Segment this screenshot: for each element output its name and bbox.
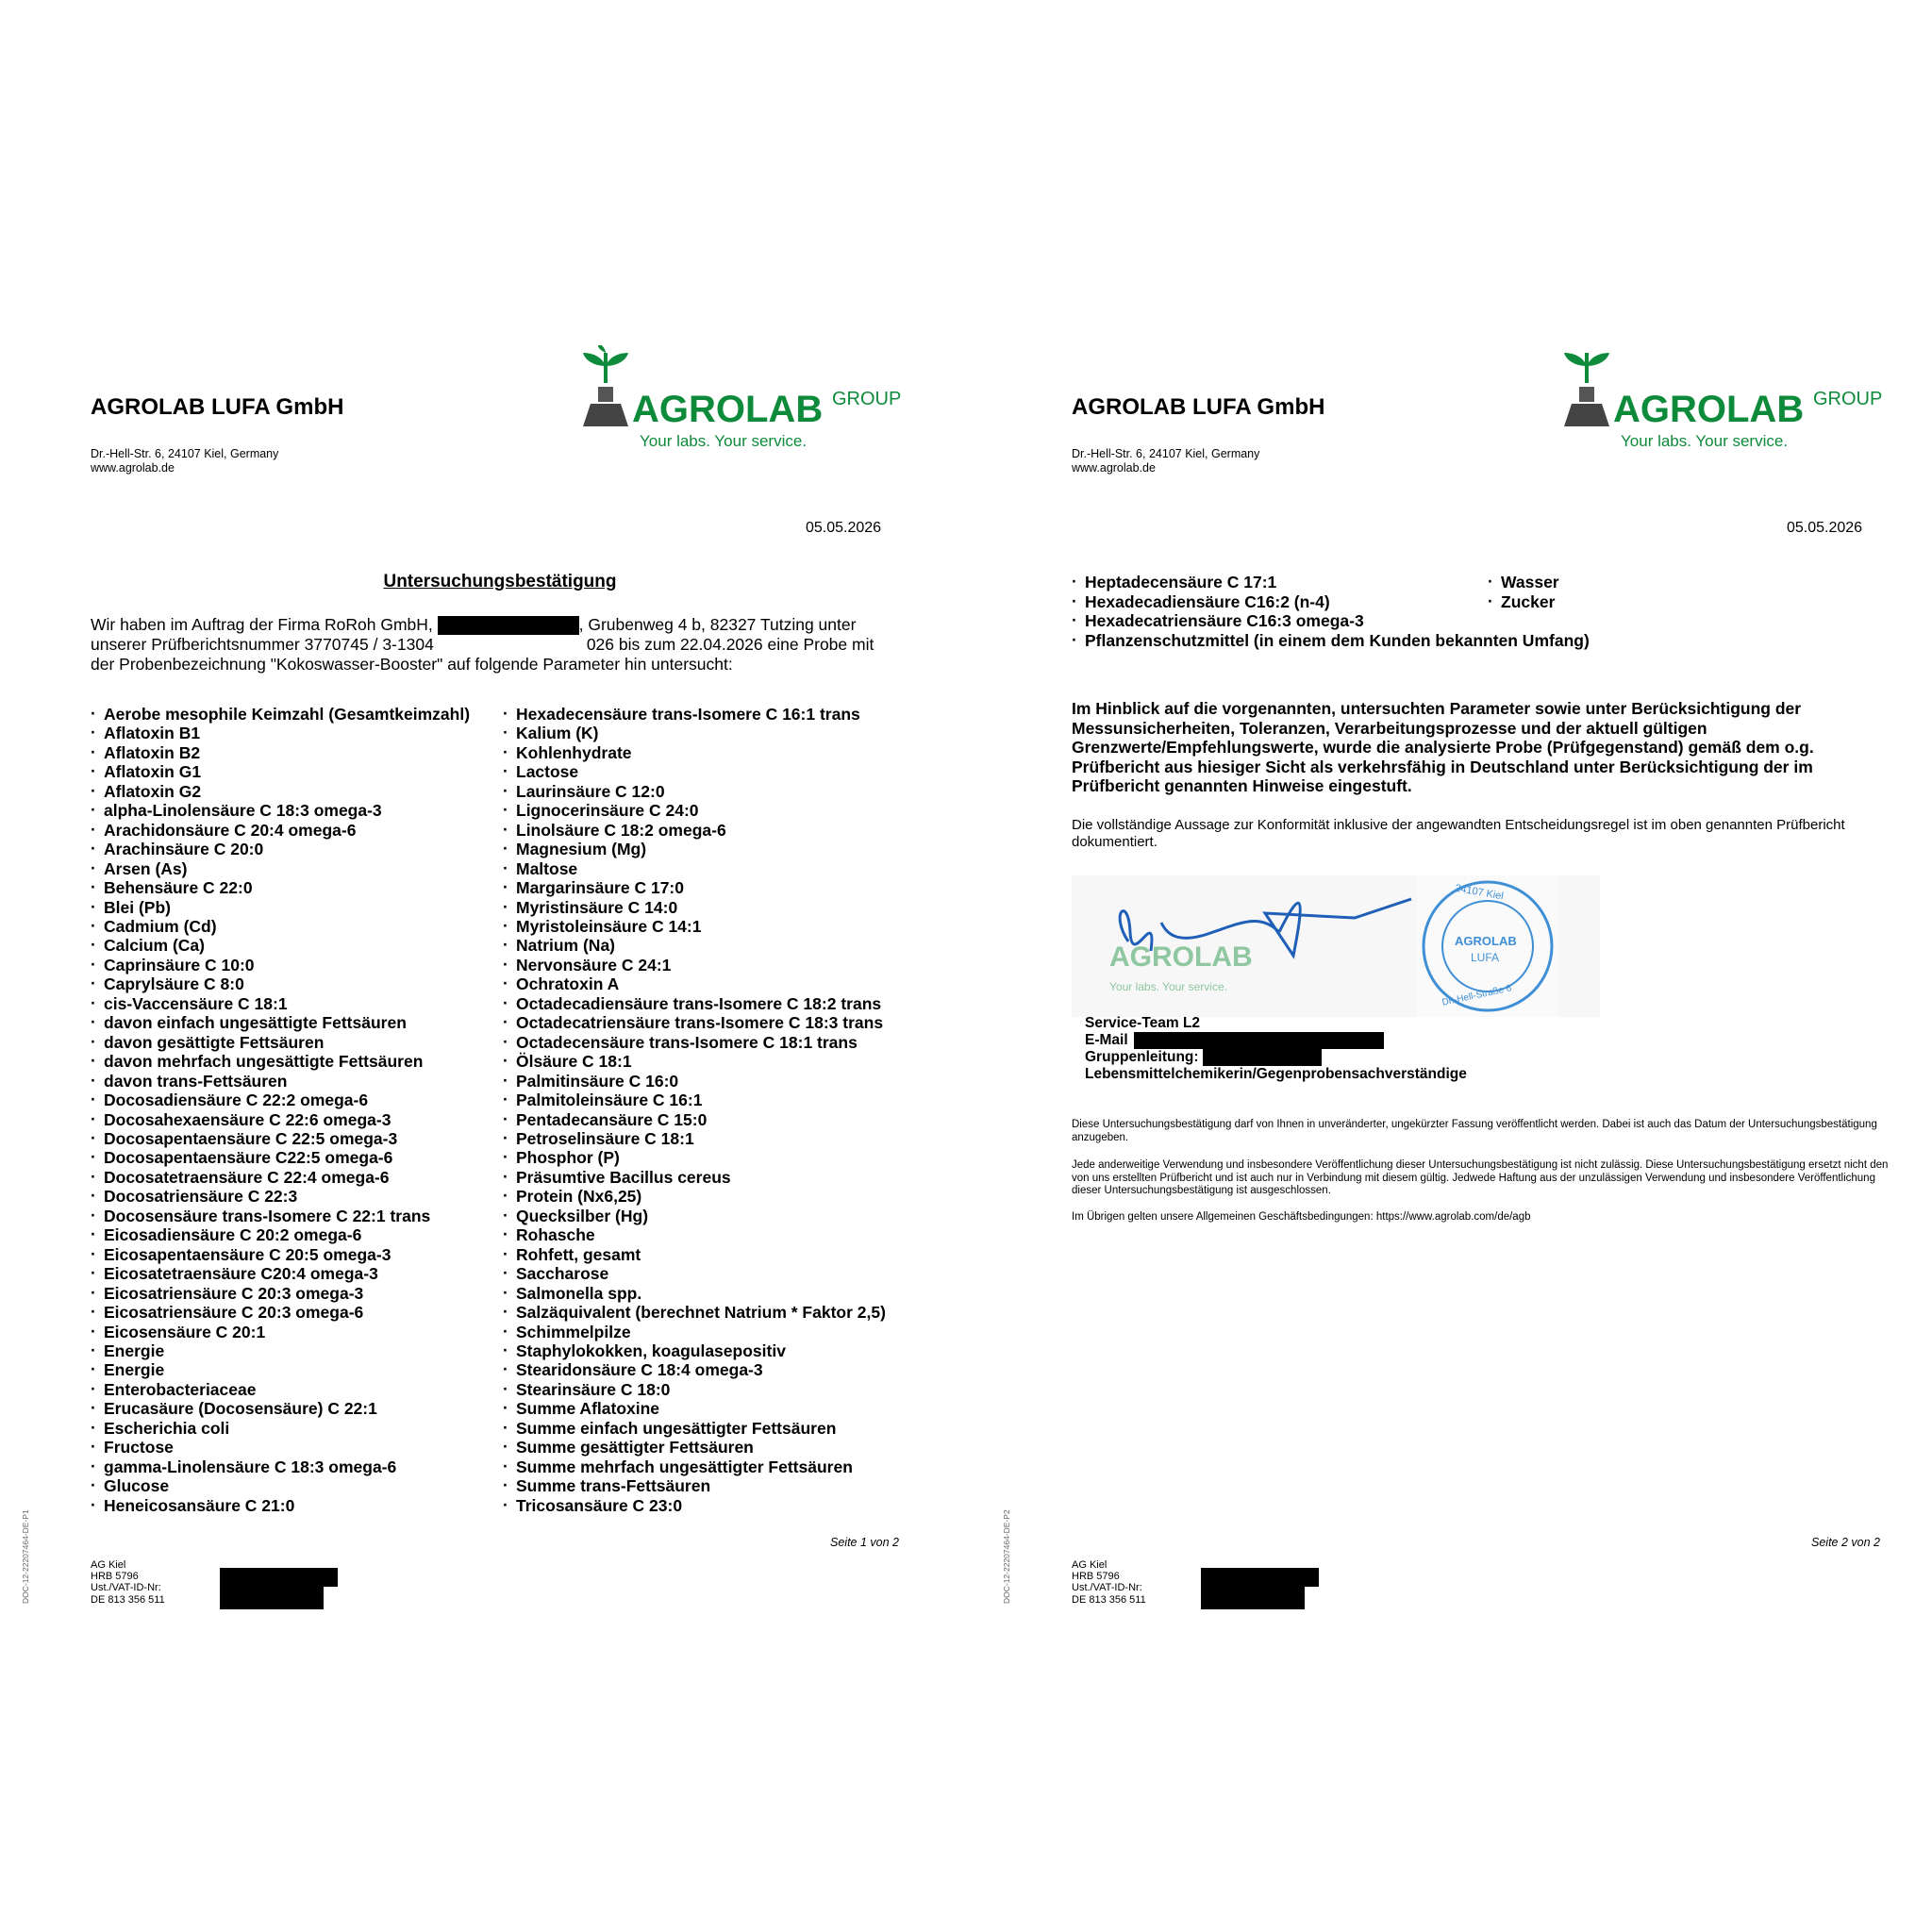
footer-info bbox=[91, 1559, 165, 1606]
parameter-item: · Stearinsäure C 18:0 bbox=[503, 1380, 886, 1399]
footer-redaction bbox=[220, 1568, 338, 1609]
parameter-item: · Octadecadiensäure trans-Isomere C 18:2 trans bbox=[503, 994, 886, 1013]
parameter-item: · Lactose bbox=[503, 762, 886, 781]
parameter-item: · Eicosatriensäure C 20:3 omega-3 bbox=[91, 1284, 470, 1303]
parameter-item: · Hexadecadiensäure C16:2 (n-4) bbox=[1072, 592, 1590, 612]
parameter-item: · davon einfach ungesättigte Fettsäuren bbox=[91, 1013, 470, 1032]
parameter-item: · Pflanzenschutzmittel (in einem dem Kunden bekannten Umfang) bbox=[1072, 631, 1590, 651]
assessment-paragraph: Im Hinblick auf die vorgenannten, untersuchten Parameter sowie unter Berücksichtigung der Messunsicherheiten, Toleranzen, Verarbeitungsprozesse und der aktuell gültigen Grenzwerte/Empfehlungswerte, wurde die analysierte Probe (Prüfgegenstand) gemäß dem o.g. Prüfbericht aus hiesiger Sicht als verkehrsfähig in Deutschland unter Berücksichtigung der im Prüfbericht genannten Hinweise eingestuft. bbox=[1072, 699, 1814, 795]
intro-paragraph bbox=[91, 615, 921, 674]
parameter-item: · Docosensäure trans-Isomere C 22:1 trans bbox=[91, 1207, 470, 1225]
svg-text:AGROLAB: AGROLAB bbox=[1109, 941, 1253, 973]
document-date: 05.05.2026 bbox=[806, 520, 882, 536]
parameter-item: · Staphylokokken, koagulasepositiv bbox=[503, 1341, 886, 1360]
parameter-item: · Kohlenhydrate bbox=[503, 743, 886, 762]
footer-info bbox=[1072, 1559, 1146, 1606]
parameter-item: · Myristoleinsäure C 14:1 bbox=[503, 917, 886, 936]
parameter-item: · Energie bbox=[91, 1360, 470, 1379]
parameter-item: · Margarinsäure C 17:0 bbox=[503, 878, 886, 897]
agrolab-logo bbox=[1558, 345, 1889, 458]
note-publication: Diese Untersuchungsbestätigung darf von Ihnen in unveränderter, ungekürzter Fassung veröffentlicht werden. Dabei ist auch das Datum der Untersuchungsbestätigung anzugeben. bbox=[1072, 1119, 1877, 1143]
parameter-item: · Docosahexaensäure C 22:6 omega-3 bbox=[91, 1110, 470, 1129]
parameter-item: · Zucker bbox=[1488, 592, 1559, 612]
parameter-item: · Calcium (Ca) bbox=[91, 936, 470, 955]
logo-slogan: Your labs. Your service. bbox=[640, 432, 808, 450]
parameter-item: · gamma-Linolensäure C 18:3 omega-6 bbox=[91, 1457, 470, 1476]
footer-line: DE 813 356 511 bbox=[91, 1593, 165, 1606]
parameter-item: · Schimmelpilze bbox=[503, 1323, 886, 1341]
parameter-item: · Aflatoxin G1 bbox=[91, 762, 470, 781]
parameter-item: · Glucose bbox=[91, 1476, 470, 1495]
parameter-item: · Aflatoxin B1 bbox=[91, 724, 470, 742]
parameter-item: · Eicosatriensäure C 20:3 omega-6 bbox=[91, 1303, 470, 1322]
parameter-item: · Ochratoxin A bbox=[503, 974, 886, 993]
parameter-item: · Eicosensäure C 20:1 bbox=[91, 1323, 470, 1341]
intro-text: 026 bis zum 22.04.2026 eine Probe mit bbox=[586, 635, 874, 655]
page-2 bbox=[981, 0, 1932, 1932]
parameter-item: · Summe trans-Fettsäuren bbox=[503, 1476, 886, 1495]
company-name: AGROLAB LUFA GmbH bbox=[91, 394, 344, 420]
parameter-item: · Palmitoleinsäure C 16:1 bbox=[503, 1091, 886, 1109]
parameter-item: · Aflatoxin B2 bbox=[91, 743, 470, 762]
parameter-item: · davon gesättigte Fettsäuren bbox=[91, 1033, 470, 1052]
parameter-list-right bbox=[503, 705, 886, 1515]
parameter-item: · Behensäure C 22:0 bbox=[91, 878, 470, 897]
footer-line: HRB 5796 bbox=[91, 1571, 139, 1583]
parameter-item: · Laurinsäure C 12:0 bbox=[503, 782, 886, 801]
page-number: Seite 2 von 2 bbox=[1811, 1536, 1880, 1549]
footer-line: HRB 5796 bbox=[1072, 1571, 1120, 1583]
parameter-item: · Eicosapentaensäure C 20:5 omega-3 bbox=[91, 1245, 470, 1264]
parameter-item: · Heptadecensäure C 17:1 bbox=[1072, 573, 1590, 592]
parameter-item: · Arsen (As) bbox=[91, 859, 470, 878]
conformity-paragraph: Die vollständige Aussage zur Konformität inklusive der angewandten Entscheidungsregel ist im oben genannten Prüfbericht dokumentiert. bbox=[1072, 817, 1845, 850]
role: Lebensmittelchemikerin/Gegenprobensachverständige bbox=[1085, 1066, 1467, 1083]
parameter-item: · Phosphor (P) bbox=[503, 1148, 886, 1167]
service-team: Service-Team L2 bbox=[1085, 1015, 1201, 1031]
parameter-item: · Myristinsäure C 14:0 bbox=[503, 898, 886, 917]
parameter-item: · Arachinsäure C 20:0 bbox=[91, 840, 470, 858]
parameter-item: · Ölsäure C 18:1 bbox=[503, 1052, 886, 1071]
website: www.agrolab.de bbox=[1072, 461, 1156, 475]
parameter-item: · Octadecensäure trans-Isomere C 18:1 trans bbox=[503, 1033, 886, 1052]
agrolab-logo bbox=[577, 345, 908, 458]
parameter-item: · Nervonsäure C 24:1 bbox=[503, 956, 886, 974]
parameter-item: · Linolsäure C 18:2 omega-6 bbox=[503, 821, 886, 840]
logo-wordmark: AGROLAB bbox=[1613, 389, 1805, 430]
intro-text: der Probenbezeichnung "Kokoswasser-Booster" auf folgende Parameter hin untersucht: bbox=[91, 654, 733, 674]
parameter-item: · davon trans-Fettsäuren bbox=[91, 1072, 470, 1091]
company-address bbox=[91, 447, 278, 475]
parameter-item: · Energie bbox=[91, 1341, 470, 1360]
parameter-list-right bbox=[1488, 573, 1559, 611]
parameter-item: · Stearidonsäure C 18:4 omega-3 bbox=[503, 1360, 886, 1379]
redaction-box bbox=[1134, 1032, 1384, 1049]
parameter-item: · Rohfett, gesamt bbox=[503, 1245, 886, 1264]
page-number: Seite 1 von 2 bbox=[830, 1536, 899, 1549]
parameter-item: · Eicosadiensäure C 20:2 omega-6 bbox=[91, 1225, 470, 1244]
logo-group: GROUP bbox=[1813, 389, 1883, 409]
parameter-item: · Aflatoxin G2 bbox=[91, 782, 470, 801]
parameter-item: · Magnesium (Mg) bbox=[503, 840, 886, 858]
intro-text: , Grubenweg 4 b, 82327 Tutzing unter bbox=[578, 615, 857, 634]
parameter-item: · Docosapentaensäure C22:5 omega-6 bbox=[91, 1148, 470, 1167]
parameter-item: · Pentadecansäure C 15:0 bbox=[503, 1110, 886, 1129]
redaction-box bbox=[438, 616, 579, 635]
redaction-box bbox=[1203, 1049, 1322, 1066]
parameter-item: · Tricosansäure C 23:0 bbox=[503, 1496, 886, 1515]
footer-line: Ust./VAT-ID-Nr: bbox=[1072, 1582, 1142, 1594]
parameter-item: · Quecksilber (Hg) bbox=[503, 1207, 886, 1225]
footer-redaction bbox=[1201, 1568, 1319, 1609]
parameter-item: · Summe mehrfach ungesättigter Fettsäuren bbox=[503, 1457, 886, 1476]
parameter-item: · alpha-Linolensäure C 18:3 omega-3 bbox=[91, 801, 470, 820]
parameter-item: · Octadecatriensäure trans-Isomere C 18:3 trans bbox=[503, 1013, 886, 1032]
footer-line: AG Kiel bbox=[1072, 1559, 1108, 1571]
parameter-item: · Maltose bbox=[503, 859, 886, 878]
parameter-item: · Heneicosansäure C 21:0 bbox=[91, 1496, 470, 1515]
parameter-item: · Palmitinsäure C 16:0 bbox=[503, 1072, 886, 1091]
logo-group: GROUP bbox=[832, 389, 902, 409]
svg-text:Your labs. Your service.: Your labs. Your service. bbox=[1109, 980, 1227, 993]
parameter-item: · Salmonella spp. bbox=[503, 1284, 886, 1303]
stamp-bottom: Dr.-Hell-Straße 6 bbox=[1441, 983, 1513, 1008]
stamp bbox=[1417, 875, 1558, 1017]
address-line: Dr.-Hell-Str. 6, 24107 Kiel, Germany bbox=[91, 447, 279, 460]
parameter-item: · davon mehrfach ungesättigte Fettsäuren bbox=[91, 1052, 470, 1071]
plant-flask-icon bbox=[577, 345, 634, 430]
parameter-item: · Hexadecatriensäure C16:3 omega-3 bbox=[1072, 611, 1590, 631]
intro-text: unserer Prüfberichtsnummer 3770745 / 3-1304 bbox=[91, 635, 434, 655]
parameter-item: · Cadmium (Cd) bbox=[91, 917, 470, 936]
parameter-item: · Summe einfach ungesättigter Fettsäuren bbox=[503, 1419, 886, 1438]
company-address bbox=[1072, 447, 1259, 475]
parameter-item: · Aerobe mesophile Keimzahl (Gesamtkeimzahl) bbox=[91, 705, 470, 724]
parameter-item: · Docosatetraensäure C 22:4 omega-6 bbox=[91, 1168, 470, 1187]
parameter-item: · cis-Vaccensäure C 18:1 bbox=[91, 994, 470, 1013]
parameter-item: · Petroselinsäure C 18:1 bbox=[503, 1129, 886, 1148]
parameter-item: · Caprylsäure C 8:0 bbox=[91, 974, 470, 993]
contact-block bbox=[1085, 1015, 1467, 1083]
parameter-item: · Escherichia coli bbox=[91, 1419, 470, 1438]
logo-wordmark: AGROLAB bbox=[632, 389, 824, 430]
parameter-item: · Arachidonsäure C 20:4 omega-6 bbox=[91, 821, 470, 840]
note-liability: Jede anderweitige Verwendung und insbesondere Veröffentlichung dieser Untersuchungsbestätigung ist nicht zulässig. Diese Untersuchungsbestätigung ersetzt nicht den von uns erstellten Prüfbericht und ist auch nur in Verbindung mit diesem gültig. Jedwede Haftung aus der unzulässigen Verwendung und insbesondere Veröffentlichung dieser Untersuchungsbestätigung ist ausgeschlossen. bbox=[1072, 1159, 1889, 1196]
document-id: DOC-12-22207464-DE-P1 bbox=[21, 1509, 30, 1604]
address-line: Dr.-Hell-Str. 6, 24107 Kiel, Germany bbox=[1072, 447, 1260, 460]
parameter-item: · Lignocerinsäure C 24:0 bbox=[503, 801, 886, 820]
parameter-item: · Docosadiensäure C 22:2 omega-6 bbox=[91, 1091, 470, 1109]
footer-line: AG Kiel bbox=[91, 1559, 126, 1571]
stamp-name: LUFA bbox=[1471, 951, 1500, 964]
parameter-list-left bbox=[91, 705, 470, 1515]
group-lead-label: Gruppenleitung: bbox=[1085, 1049, 1199, 1066]
logo-slogan: Your labs. Your service. bbox=[1621, 432, 1789, 450]
parameter-item: · Enterobacteriaceae bbox=[91, 1380, 470, 1399]
footer-line: DE 813 356 511 bbox=[1072, 1593, 1146, 1606]
parameter-item: · Docosatriensäure C 22:3 bbox=[91, 1187, 470, 1206]
note-terms: Im Übrigen gelten unsere Allgemeinen Geschäftsbedingungen: https://www.agrolab.com/de/agb bbox=[1072, 1211, 1531, 1223]
intro-text: Wir haben im Auftrag der Firma RoRoh GmbH, bbox=[91, 615, 433, 634]
parameter-item: · Kalium (K) bbox=[503, 724, 886, 742]
parameter-item: · Docosapentaensäure C 22:5 omega-3 bbox=[91, 1129, 470, 1148]
document-id: DOC-12-22207464-DE-P2 bbox=[1002, 1509, 1011, 1604]
parameter-item: · Rohasche bbox=[503, 1225, 886, 1244]
parameter-item: · Eicosatetraensäure C20:4 omega-3 bbox=[91, 1264, 470, 1283]
parameter-item: · Hexadecensäure trans-Isomere C 16:1 trans bbox=[503, 705, 886, 724]
stamp-top: 24107 Kiel bbox=[1454, 882, 1505, 903]
document-title: Untersuchungsbestätigung bbox=[383, 572, 617, 591]
parameter-item: · Summe gesättigter Fettsäuren bbox=[503, 1438, 886, 1457]
parameter-item: · Präsumtive Bacillus cereus bbox=[503, 1168, 886, 1187]
parameter-item: · Natrium (Na) bbox=[503, 936, 886, 955]
parameter-item: · Summe Aflatoxine bbox=[503, 1399, 886, 1418]
parameter-item: · Blei (Pb) bbox=[91, 898, 470, 917]
stamp-name: AGROLAB bbox=[1455, 934, 1517, 948]
parameter-item: · Salzäquivalent (berechnet Natrium * Faktor 2,5) bbox=[503, 1303, 886, 1322]
parameter-item: · Protein (Nx6,25) bbox=[503, 1187, 886, 1206]
parameter-item: · Fructose bbox=[91, 1438, 470, 1457]
plant-flask-icon bbox=[1558, 345, 1615, 430]
document-date: 05.05.2026 bbox=[1787, 520, 1863, 536]
parameter-item: · Wasser bbox=[1488, 573, 1559, 592]
website: www.agrolab.de bbox=[91, 461, 175, 475]
parameter-item: · Caprinsäure C 10:0 bbox=[91, 956, 470, 974]
footer-line: Ust./VAT-ID-Nr: bbox=[91, 1582, 161, 1594]
company-name: AGROLAB LUFA GmbH bbox=[1072, 394, 1325, 420]
parameter-item: · Saccharose bbox=[503, 1264, 886, 1283]
email-label: E-Mail bbox=[1085, 1032, 1128, 1049]
parameter-item: · Erucasäure (Docosensäure) C 22:1 bbox=[91, 1399, 470, 1418]
